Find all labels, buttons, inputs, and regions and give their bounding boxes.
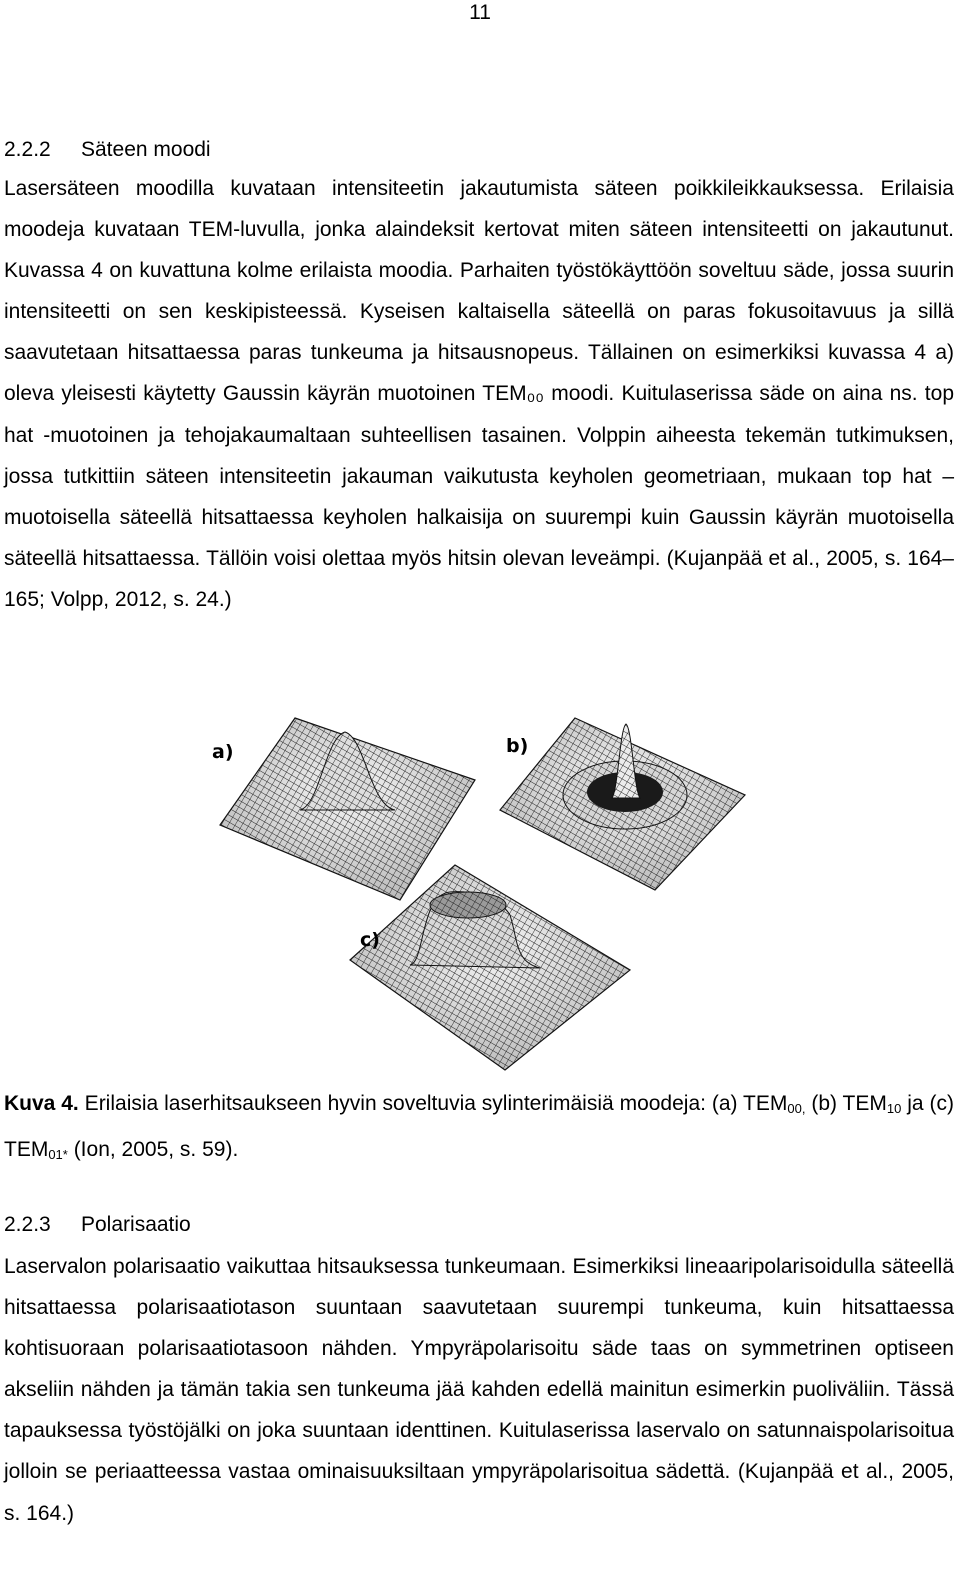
paragraph-polarisation: Laservalon polarisaatio vaikuttaa hitsauksessa tunkeumaan. Esimerkiksi lineaaripolarisoidulla säteellä hitsattaessa polarisaatiotason suuntaan saavutetaan suurempi tunkeuma, kuin hitsattaessa kohtisuoraan polarisaatiotasoon nähden. Ympyräpolarisoitu säde taas on symmetrinen optiseen akseliin nähden ja tämän takia sen tunkeuma jää kahden edellä mainitun esimerkin puoliväliin. Tässä tapauksessa työstöjälki on joka suuntaan identtinen. Kuitulaserissa laservalo on satunnaispolarisoitua jolloin se periaatteessa vastaa ominaisuuksiltaan ympyräpolarisoitua sädettä. (Kujanpää et al., 2005, s. 164.) [4, 1255, 954, 1525]
section-title: Polarisaatio [81, 1213, 191, 1236]
plot-c-label: c) [360, 929, 380, 951]
section-number: 2.2.2 [4, 138, 51, 161]
figure-caption [4, 1083, 954, 1175]
section-heading-2-2-3 [4, 1212, 191, 1238]
caption-label: Kuva 4. [4, 1092, 79, 1115]
plot-a-gaussian-mesh [220, 718, 475, 900]
paragraph-beam-mode: Lasersäteen moodilla kuvataan intensiteetin jakautumista säteen poikkileikkauksessa. Erilaisia moodeja kuvataan TEM-luvulla, jonka alaindeksit kertovat miten säteen intensiteetti on jakautunut. Kuvassa 4 on kuvattuna kolme erilaista moodia. Parhaiten työstökäyttöön soveltuu säde, jossa suurin intensiteetti on sen keskipisteessä. Kyseisen kaltaisella säteellä on paras fokusoitavuus ja sillä saavutetaan hitsattaessa paras tunkeuma ja hitsausnopeus. Tällainen on esimerkiksi kuvassa 4 a) oleva yleisesti käytetty Gaussin käyrän muotoinen TEM₀₀ moodi. Kuitulaserissa säde on aina ns. top hat -muotoinen ja tehojakaumaltaan suhteellisen tasainen. Volppin aiheesta tekemän tutkimuksen, jossa tutkittiin säteen intensiteetin jakauman vaikutusta keyholen geometriaan, mukaan top hat – muotoisella säteellä hitsattaessa keyholen halkaisija on suurempi kuin Gaussin käyrän muotoisella säteellä hitsattaessa. Tällöin voisi olettaa myös hitsin olevan leveämpi. (Kujanpää et al., 2005, s. 164–165; Volpp, 2012, s. 24.) [4, 177, 954, 611]
caption-text: ja (c) TEM [4, 1092, 954, 1161]
figure-4-mode-plots [210, 700, 750, 1080]
caption-text: (Ion, 2005, s. 59). [67, 1138, 239, 1161]
section-number: 2.2.3 [4, 1213, 51, 1236]
caption-subscript: 01* [48, 1147, 68, 1162]
mode-plots-svg [210, 700, 750, 1080]
caption-text: (b) TEM [805, 1092, 887, 1115]
section-title: Säteen moodi [81, 138, 211, 161]
section-heading-2-2-2 [4, 137, 211, 163]
plot-b-label: b) [506, 735, 529, 757]
caption-subscript: 10 [886, 1101, 902, 1116]
caption-text: Erilaisia laserhitsaukseen hyvin soveltuvia sylinterimäisiä moodeja: (a) TEM [78, 1092, 788, 1115]
page-number: 11 [469, 1, 491, 24]
plot-a-label: a) [212, 741, 234, 763]
caption-subscript: 00, [787, 1101, 806, 1116]
plot-b-ring-mesh [500, 718, 745, 890]
